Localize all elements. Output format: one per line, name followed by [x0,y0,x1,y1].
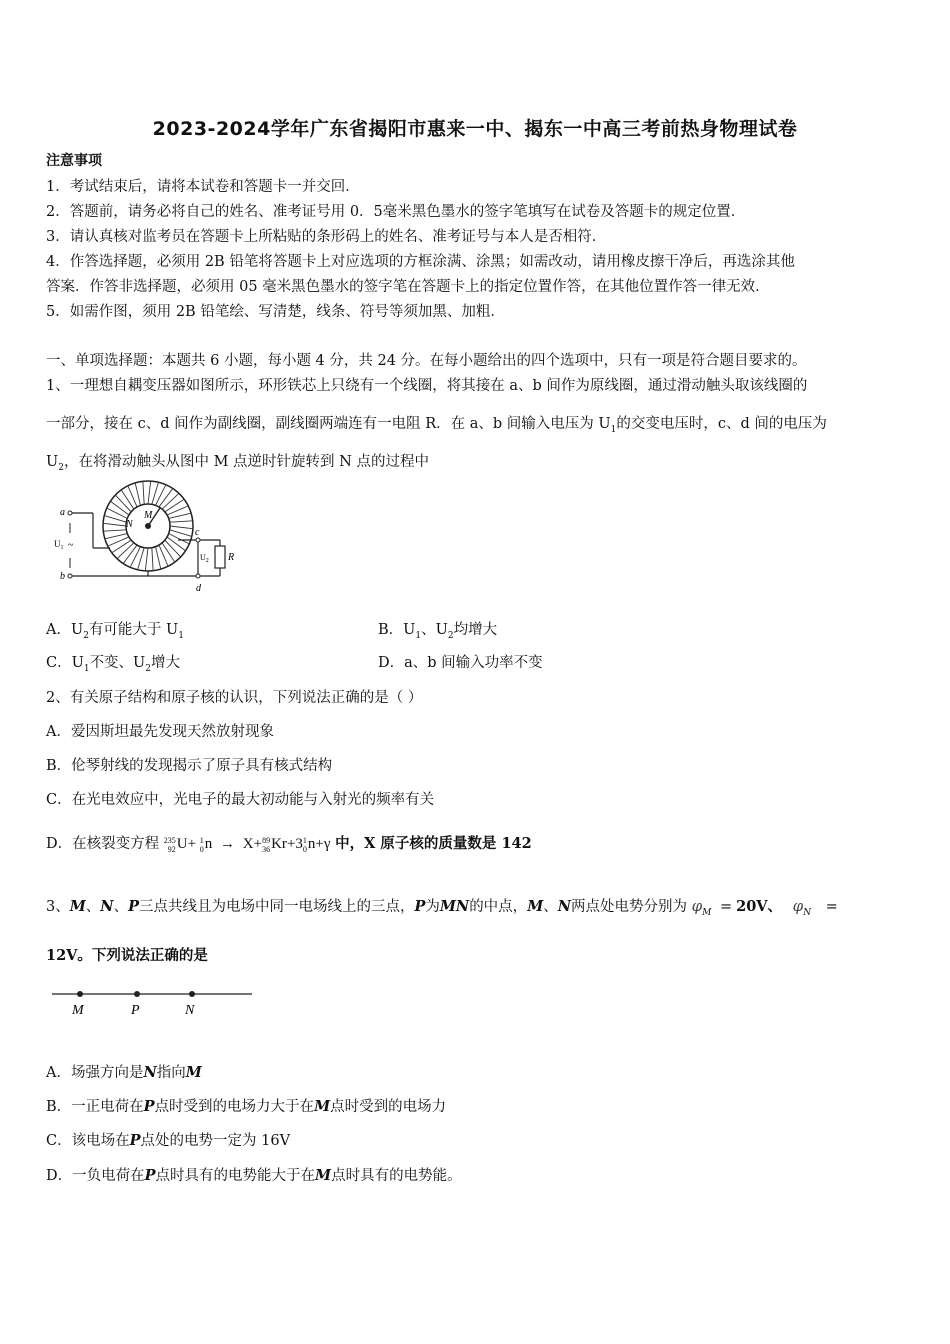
coil-winding [143,481,144,504]
coil-winding [167,506,188,515]
q1-option-C: C．$U_1$不变、$U_2$增大 [46,655,181,674]
label-M: M [144,510,153,521]
q1-line-3: $U_2$，在将滑动触头从图中 M 点逆时针旋转到 N 点的过程中 [46,454,429,473]
q2-stem: 2、有关原子结构和原子核的认识，下列说法正确的是（ ） [46,690,423,706]
point-N: N [185,1003,195,1018]
coil-winding [145,548,148,571]
q3-option-C: C．该电场在P点处的电势一定为 16V [46,1132,291,1149]
q3-option-A: A．场强方向是N指向M [46,1064,202,1081]
coil-winding [103,530,126,531]
q3-stem-line-1: 3、M、N、P三点共线且为电场中同一电场线上的三点，P为MN的中点，M、N两点处电势分别为 $\varphi_M = 20V$、 $\varphi_N$ = [46,897,838,918]
notice-item-4-cont: 答案．作答非选择题，必须用 05 毫米黑色墨水的签字笔在答题卡上的指定位置作答，在其他位置作答一律无效． [46,279,770,295]
label-d: d [196,583,201,594]
coil-winding [108,537,129,546]
point-P: P [131,1003,140,1018]
q1-option-A: A．$U_2$有可能大于 $U_1$ [46,622,185,641]
coil-winding [167,537,185,551]
coil-winding [162,543,175,562]
coil-winding [121,490,134,509]
coil-winding [165,499,184,512]
notice-heading: 注意事项 [46,153,102,169]
coil-winding [115,495,131,512]
point-M: M [72,1003,84,1018]
coil-winding [105,534,127,539]
label-c: c [195,527,200,538]
coil-winding [123,545,137,563]
section-heading: 一、单项选择题：本题共 6 小题，每小题 4 分，共 24 分。在每小题给出的四个选项中，只有一项是符合题目要求的。 [46,353,807,369]
coil-winding [165,540,181,557]
coil-winding [135,483,140,505]
coil-winding [117,543,134,559]
notice-item-4: 4．作答选择题，必须用 2B 铅笔将答题卡上对应选项的方框涂满、涂黑；如需改动，请用橡皮擦干净后，再选涂其他 [46,254,795,270]
q1-option-D: D．a、b 间输入功率不变 [378,655,543,671]
notice-item-2: 2．答题前，请务必将自己的姓名、准考证号用 0．5毫米黑色墨水的签字笔填写在试卷及答题卡的规定位置． [46,204,746,220]
svg-text:~: ~ [68,540,74,551]
coil-winding [152,548,153,571]
label-a: a [60,507,65,518]
notice-item-3: 3．请认真核对监考员在答题卡上所粘贴的条形码上的姓名、准考证号与本人是否相符． [46,229,607,245]
coil-winding [169,513,191,518]
q3-option-B: B．一正电荷在P点时受到的电场力大于在M点时受到的电场力 [46,1098,447,1115]
notice-item-1: 1．考试结束后，请将本试卷和答题卡一并交回． [46,179,360,195]
q2-option-B: B．伦琴射线的发现揭示了原子具有核式结构 [46,758,333,774]
q1-option-B: B．$U_1$、$U_2$均增大 [378,622,498,641]
coil-winding [170,526,193,529]
coil-winding [103,523,126,526]
autotransformer-figure [48,478,248,596]
field-line-figure [50,984,260,1020]
q2-option-D: D．在核裂变方程 235 92 U+ 1 0 n → X+ 89 36 Kr+3 1 0 n+γ 中，X 原子核的质量数是 142 [46,832,532,856]
page-title: 2023-2024学年广东省揭阳市惠来一中、揭东一中高三考前热身物理试卷 [152,118,798,140]
fission-equation: 235 92 U+ 1 0 n → X+ 89 36 Kr+3 1 0 n+γ [163,835,331,854]
label-U2: $U_2$ [200,553,209,564]
q1-line-1: 1、一理想自耦变压器如图所示，环形铁芯上只绕有一个线圈，将其接在 a、b 间作为原线圈，通过滑动触头取该线圈的 [46,378,808,394]
q2-option-C: C．在光电效应中，光电子的最大初动能与入射光的频率有关 [46,792,435,808]
coil-winding [128,486,137,507]
coil-winding [170,521,193,522]
coil-winding [156,547,161,569]
q3-option-D: D．一负电荷在P点时具有的电势能大于在M点时具有的电势能。 [46,1167,462,1184]
label-N: N [126,519,133,530]
q3-stem-line-2: 12V。下列说法正确的是 [46,947,208,964]
coil-winding [159,545,168,566]
label-U1: $U_1$ [54,539,64,551]
label-b: b [60,571,65,582]
coil-winding [159,488,173,506]
q1-line-2: 一部分，接在 c、d 间作为副线圈，副线圈两端连有一电阻 R．在 a、b 间输入电压为 $U_1$的交变电压时，c、d 间的电压为 [46,416,827,435]
coil-winding [162,493,179,509]
coil-winding [112,540,131,553]
coil-winding [148,481,151,504]
q2-option-A: A．爱因斯坦最先发现天然放射现象 [46,724,274,740]
notice-item-5: 5．如需作图，须用 2B 铅笔绘、写清楚，线条、符号等须加黑、加粗． [46,304,505,320]
label-R: R [228,552,235,563]
coil-winding [110,501,128,515]
